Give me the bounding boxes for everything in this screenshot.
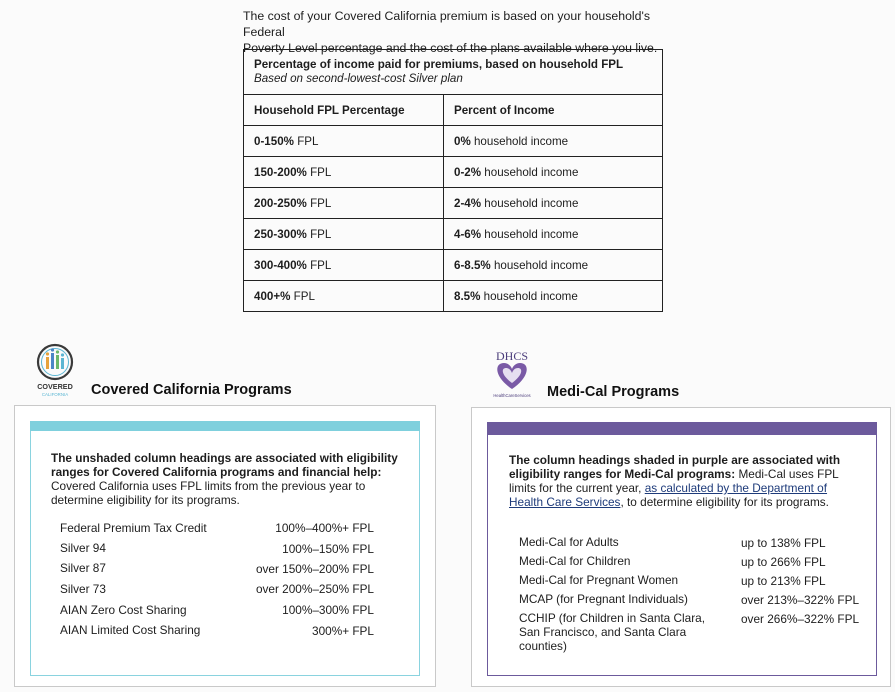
covered-california-section-title: Covered California Programs (91, 382, 292, 398)
fpl-range-suffix: FPL (306, 227, 332, 241)
medi-cal-description-bold: The column headings shaded in purple are associated with eligibility ranges for Medi-Cal programs: (509, 453, 841, 481)
dhcs-logo (486, 349, 538, 399)
covered-program-range: over 150%–200% FPL (255, 562, 374, 576)
medi-cal-program-name: MCAP (for Pregnant Individuals) (519, 592, 688, 606)
fpl-range-suffix: FPL (293, 134, 319, 148)
income-pct-cell (444, 126, 663, 157)
table-row (244, 250, 663, 281)
covered-description-normal: Covered California uses FPL limits from the previous year to determine eligibility for its programs. (51, 479, 366, 507)
medi-cal-accent-band (487, 422, 877, 435)
fpl-range-suffix: FPL (290, 289, 315, 303)
covered-program-name: AIAN Zero Cost Sharing (60, 603, 187, 617)
medi-cal-program-range: up to 213% FPL (741, 574, 826, 588)
fpl-table-title: Percentage of income paid for premiums, based on household FPL (254, 58, 624, 71)
income-pct-suffix: household income (481, 165, 579, 179)
medi-cal-section-title: Medi-Cal Programs (547, 384, 680, 400)
fpl-range-cell (244, 219, 444, 250)
income-pct-suffix: household income (490, 258, 589, 272)
intro-line-2: Poverty Level percentage and the cost of the plans available where you live. (243, 41, 658, 55)
fpl-range-cell (244, 250, 444, 281)
income-pct-value: 6-8.5% (454, 258, 491, 272)
fpl-table-subtitle: Based on second-lowest-cost Silver plan (254, 72, 463, 85)
income-pct-suffix: household income (481, 196, 579, 210)
income-pct-cell (444, 281, 663, 312)
dhcs-logo-text: DHCS (495, 349, 529, 363)
income-pct-suffix: household income (470, 134, 569, 148)
covered-program-range: 300%+ FPL (312, 624, 374, 638)
medi-cal-program-name: Medi-Cal for Pregnant Women (519, 573, 679, 587)
table-row (244, 126, 663, 157)
covered-program-range: 100%–400%+ FPL (275, 521, 374, 535)
covered-program-name: Silver 73 (60, 582, 106, 596)
covered-description-bold: The unshaded column headings are associated with eligibility ranges for Covered California programs and financial help: (51, 451, 398, 479)
covered-california-panel (14, 405, 436, 687)
medi-cal-program-name: CCHIP (for Children in Santa Clara, San Francisco, and Santa Clara counties) (519, 611, 705, 653)
covered-california-logo-icon (30, 343, 80, 397)
covered-accent-band (30, 421, 420, 431)
covered-program-name: Federal Premium Tax Credit (60, 521, 207, 535)
table-row (244, 219, 663, 250)
income-pct-cell (444, 219, 663, 250)
covered-program-name: Silver 94 (60, 541, 106, 555)
fpl-range-value: 200-250% (254, 196, 307, 210)
income-pct-value: 4-6% (454, 227, 482, 241)
fpl-range-value: 0-150% (254, 134, 294, 148)
income-pct-value: 0% (454, 134, 471, 148)
fpl-table-header-row (244, 95, 663, 126)
fpl-range-cell (244, 281, 444, 312)
income-pct-value: 8.5% (454, 289, 481, 303)
fpl-range-suffix: FPL (306, 196, 332, 210)
medi-cal-program-range: up to 266% FPL (741, 555, 826, 569)
medi-cal-program-range: up to 138% FPL (741, 536, 826, 550)
covered-logo-text: COVERED (37, 382, 73, 391)
intro-line-1: The cost of your Covered California premium is based on your household's Federal (243, 9, 650, 39)
table-row (244, 157, 663, 188)
income-pct-value: 0-2% (454, 165, 482, 179)
medi-cal-description-post: , to determine eligibility for its programs. (620, 495, 829, 509)
covered-logo-subtext: CALIFORNIA (41, 392, 69, 397)
income-pct-value: 2-4% (454, 196, 482, 210)
table-row (244, 281, 663, 312)
fpl-range-value: 250-300% (254, 227, 307, 241)
fpl-table (243, 49, 663, 312)
fpl-table-title-cell (244, 50, 663, 95)
medi-cal-program-name: Medi-Cal for Children (519, 554, 631, 568)
fpl-header-percent: Percent of Income (444, 95, 663, 126)
medi-cal-program-name: Medi-Cal for Adults (519, 535, 619, 549)
dhcs-logo-subtext: HealthCareServices (493, 393, 531, 398)
covered-description (51, 451, 401, 507)
covered-california-logo (30, 343, 80, 397)
fpl-range-value: 150-200% (254, 165, 307, 179)
covered-program-name: AIAN Limited Cost Sharing (60, 623, 201, 637)
income-pct-suffix: household income (480, 289, 578, 303)
medi-cal-description (509, 453, 849, 509)
fpl-range-cell (244, 188, 444, 219)
fpl-range-value: 300-400% (254, 258, 307, 272)
fpl-header-household: Household FPL Percentage (244, 95, 444, 126)
fpl-range-cell (244, 157, 444, 188)
fpl-table-title-row (244, 50, 663, 95)
income-pct-cell (444, 250, 663, 281)
covered-program-name: Silver 87 (60, 561, 106, 575)
fpl-range-suffix: FPL (306, 258, 332, 272)
medi-cal-program-range: over 213%–322% FPL (741, 593, 860, 607)
fpl-range-cell (244, 126, 444, 157)
medi-cal-panel (471, 407, 891, 687)
income-pct-cell (444, 157, 663, 188)
fpl-range-value: 400+% (254, 289, 291, 303)
medi-cal-program-range: over 266%–322% FPL (741, 612, 860, 626)
covered-program-range: 100%–150% FPL (282, 542, 374, 556)
dhcs-link[interactable]: as calculated by the Department of Health Care Services (509, 481, 828, 509)
covered-program-range: over 200%–250% FPL (255, 582, 374, 596)
income-pct-suffix: household income (481, 227, 579, 241)
medi-cal-description-pre: Medi-Cal uses FPL limits for the current year, (509, 467, 839, 495)
table-row (244, 188, 663, 219)
income-pct-cell (444, 188, 663, 219)
dhcs-logo-icon (486, 349, 538, 399)
covered-program-range: 100%–300% FPL (282, 603, 374, 617)
fpl-range-suffix: FPL (306, 165, 332, 179)
